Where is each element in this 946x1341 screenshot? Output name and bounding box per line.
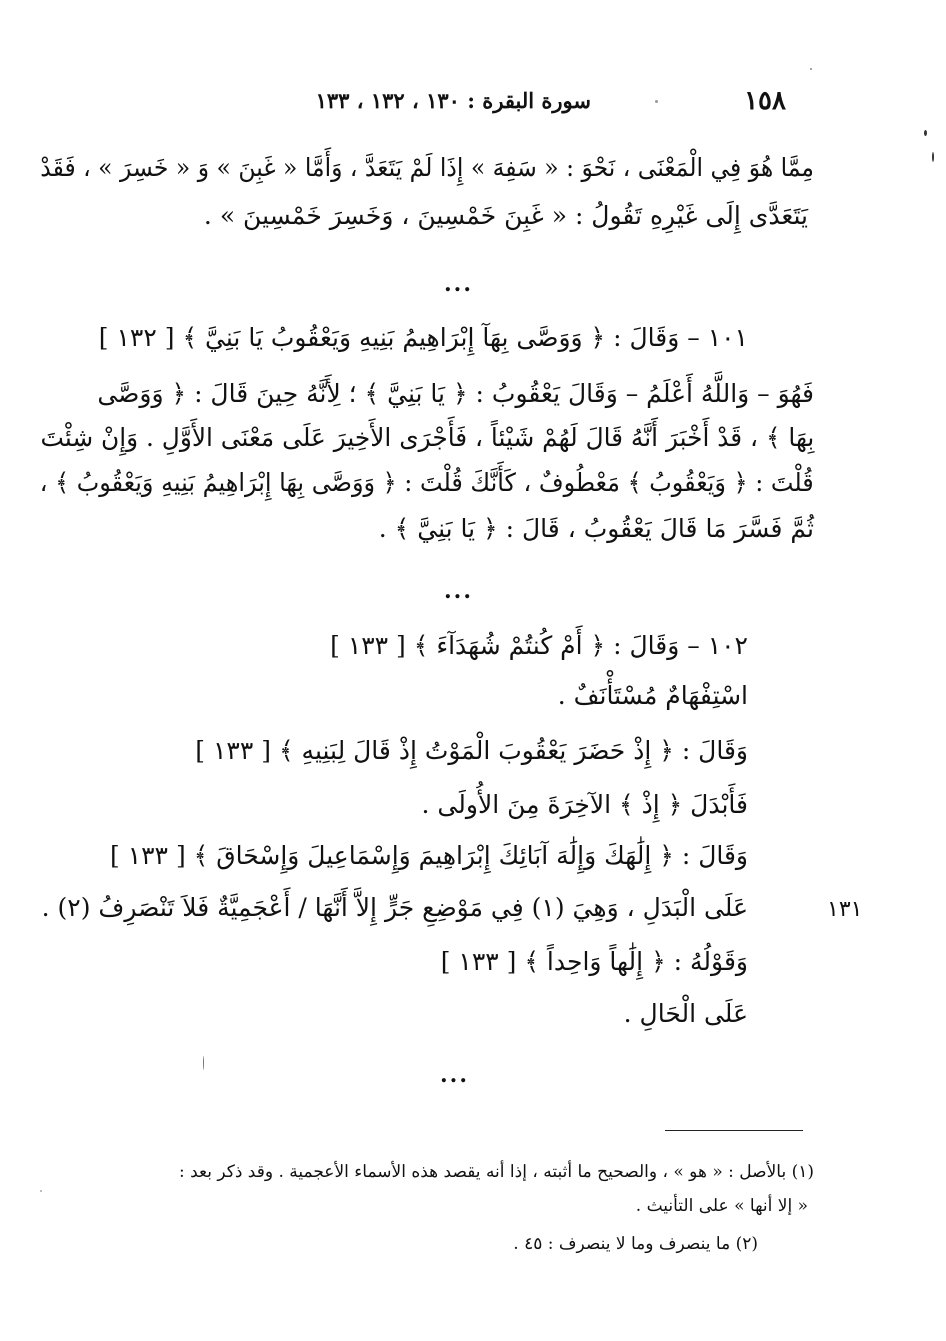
- scan-speck: [924, 130, 927, 136]
- text-line: مِمَّا هُوَ فِي الْمَعْنَى ، نَحْوَ : « سَفِهَ » إِذَا لَمْ يَتَعَدَّ ، وَأَمَّا « غَبِنَ » وَ « خَسِرَ » ، فَقَدْ: [40, 153, 814, 182]
- footnote-2: (٢) ما ينصرف وما لا ينصرف : ٤٥ .: [513, 1234, 758, 1254]
- footnote-1-continued: « إلا أنها » على التأنيث .: [635, 1196, 808, 1216]
- running-title: سورة البقرة : ١٣٠ ، ١٣٢ ، ١٣٣: [315, 88, 591, 113]
- text-line: ثُمَّ فَسَّرَ مَا قَالَ يَعْقُوبُ ، قَالَ : ﴿ يَا بَنِيَّ ﴾ .: [378, 514, 814, 543]
- text-line: بِهَا ﴾ ، قَدْ أَخْبَرَ أَنَّهُ قَالَ لَهُمْ شَيْئاً ، فَأَجْرَى الأَخِيرَ عَلَى مَعْنَى الأَوَّلِ . وَإِنْ شِئْتَ: [40, 423, 814, 452]
- scan-speck: [203, 1056, 204, 1070]
- section-heading-101: ١٠١ – وَقَالَ : ﴿ وَوَصَّى بِهَآ إِبْرَاهِيمُ بَنِيهِ وَيَعْقُوبُ يَا بَنِيَّ ﴾ [ ١٣٢ ]: [98, 323, 748, 352]
- text-line: وَقَوْلُهُ : ﴿ إِلَٰهاً وَاحِداً ﴾ [ ١٣٣ ]: [440, 947, 748, 976]
- footnote-divider: [665, 1130, 803, 1131]
- scan-speck: [932, 152, 934, 162]
- text-line: وَقَالَ : ﴿ إِلَٰهَكَ وَإِلَٰهَ آبَائِكَ إِبْرَاهِيمَ وَإِسْمَاعِيلَ وَإِسْحَاقَ ﴾ [ ١٣٣ ]: [110, 841, 748, 870]
- text-line: عَلَى الْبَدَلِ ، وَهِيَ (١) فِي مَوْضِعِ جَرٍّ إِلاَّ أَنَّهَا / أَعْجَمِيَّةٌ فَلاَ تَنْصَرِفُ (٢) .: [41, 893, 748, 922]
- text-line: فَأَبْدَلَ ﴿ إِذْ ﴾ الآخِرَةَ مِنَ الأُولَى .: [421, 790, 748, 819]
- section-separator: ...: [444, 578, 473, 604]
- margin-page-number: ١٣١: [827, 897, 863, 922]
- text-line: اسْتِفْهَامٌ مُسْتَأْنَفٌ .: [557, 681, 748, 710]
- section-separator: ...: [440, 1062, 469, 1088]
- section-heading-102: ١٠٢ – وَقَالَ : ﴿ أَمْ كُنتُمْ شُهَدَآءَ ﴾ [ ١٣٣ ]: [330, 631, 748, 660]
- text-line: وَقَالَ : ﴿ إِذْ حَضَرَ يَعْقُوبَ الْمَوْتُ إِذْ قَالَ لِبَنِيهِ ﴾ [ ١٣٣ ]: [195, 736, 748, 765]
- scan-speck: [655, 100, 658, 103]
- text-line: فَهُوَ – وَاللَّهُ أَعْلَمُ – وَقَالَ يَعْقُوبُ : ﴿ يَا بَنِيَّ ﴾ ؛ لِأَنَّهُ حِينَ قَالَ : ﴿ وَوَصَّى: [97, 379, 814, 408]
- scan-speck: [810, 68, 812, 70]
- page-number: ١٥٨: [744, 86, 786, 116]
- text-line: عَلَى الْحَالِ .: [623, 999, 748, 1028]
- text-line: قُلْتَ : ﴿ وَيَعْقُوبُ ﴾ مَعْطُوفٌ ، كَأَنَّكَ قُلْتَ : ﴿ وَوَصَّى بِهَا إِبْرَاهِيمُ بَنِيهِ وَيَعْقُوبُ ﴾ ،: [40, 468, 814, 497]
- footnote-1: (١) بالأصل : « هو » ، والصحيح ما أثبته ، إذا أنه يقصد هذه الأسماء الأعجمية . وقد ذكر بعد :: [178, 1162, 814, 1182]
- section-separator: ...: [444, 271, 473, 297]
- text-line: يَتَعَدَّى إِلَى غَيْرِهِ تَقُولُ : « غَبِنَ خَمْسِينَ ، وَخَسِرَ خَمْسِينَ » .: [203, 201, 808, 230]
- scan-speck: [40, 1190, 42, 1192]
